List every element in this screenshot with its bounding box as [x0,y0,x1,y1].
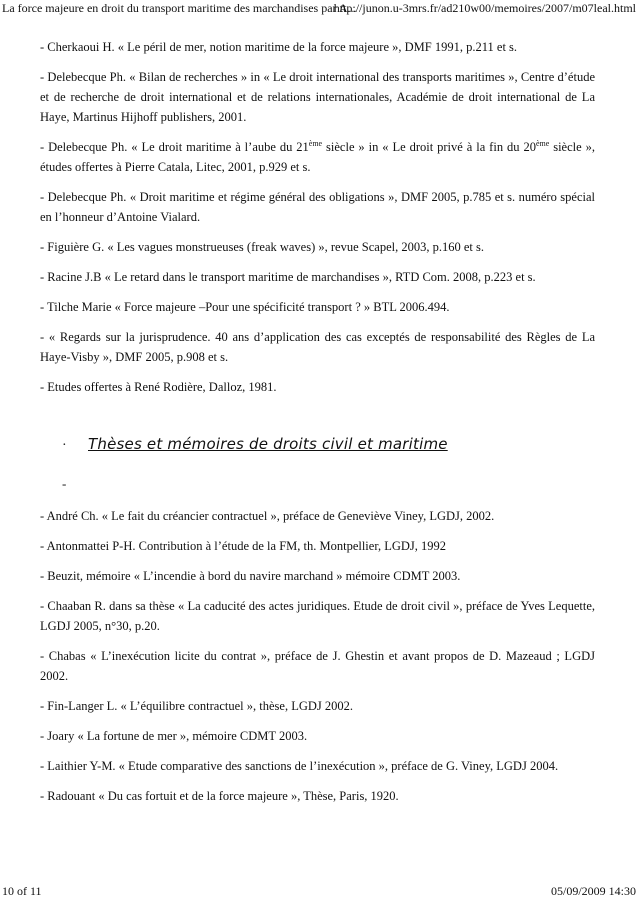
bib-entry-beuzit: - Beuzit, mémoire « L’incendie à bord du navire marchand » mémoire CDMT 2003. [40,569,461,583]
page-header [0,0,638,16]
bib-entry-andre: - André Ch. « Le fait du créancier contractuel », préface de Geneviève Viney, LGDJ, 2002. [40,509,495,523]
document-title: La force majeure en droit du transport maritime des marchandises par A... [2,1,357,15]
print-datetime: 05/09/2009 14:30 [550,884,636,898]
dash-marker: - [62,476,67,491]
bib-entry-delebecque-aube [40,137,595,177]
superscript: ème [308,138,323,148]
entry-text: siècle » in « Le droit privé à la fin du 20 [322,140,536,154]
bib-entry-joary: - Joary « La fortune de mer », mémoire CDMT 2003. [40,729,308,743]
page-number: 10 of 11 [2,884,42,898]
bullet-icon: · [62,438,67,453]
bib-entry-radouant: - Radouant « Du cas fortuit et de la force majeure », Thèse, Paris, 1920. [40,789,399,803]
bib-entry-delebecque-bilan: - Delebecque Ph. « Bilan de recherches » in « Le droit international des transports maritimes », Centre d’étude et de recherche de droit international et de relations internationales, Académie de droit international de La Haye, Martinus Hijhoff publishers, 2001. [40,70,595,124]
section-title: Thèses et mémoires de droits civil et maritime [88,435,448,453]
document-url: http://junon.u-3mrs.fr/ad210w00/memoires/2007/m07leal.html [333,1,636,15]
bibliography-content [40,37,595,816]
bib-entry-cherkaoui: - Cherkaoui H. « Le péril de mer, notion maritime de la force majeure », DMF 1991, p.211 et s. [40,40,518,54]
entry-text: siècle », études offertes à Pierre Catala, Litec, 2001, p.929 et s. [40,140,595,174]
superscript: ème [535,138,550,148]
bib-entry-delebecque-regime: - Delebecque Ph. « Droit maritime et régime général des obligations », DMF 2005, p.785 et s. numéro spécial en l’honneur d’Antoine Vialard. [40,190,595,224]
bib-entry-figuiere: - Figuière G. « Les vagues monstrueuses (freak waves) », revue Scapel, 2003, p.160 et s. [40,240,484,254]
bib-entry-regards: - « Regards sur la jurisprudence. 40 ans d’application des cas exceptés de responsabilité des Règles de La Haye-Visby », DMF 2005, p.908 et s. [40,330,595,364]
bib-entry-antonmattei: - Antonmattei P-H. Contribution à l’étude de la FM, th. Montpellier, LGDJ, 1992 [40,539,447,553]
bib-entry-laithier: - Laithier Y-M. « Etude comparative des sanctions de l’inexécution », préface de G. Viney, LGDJ 2004. [40,759,559,773]
entry-text: - Delebecque Ph. « Le droit maritime à l’aube du 21 [40,140,309,154]
page-footer [0,883,638,899]
bib-entry-etudes-rodiere: - Etudes offertes à René Rodière, Dalloz, 1981. [40,380,277,394]
bib-entry-chaaban: - Chaaban R. dans sa thèse « La caducité des actes juridiques. Etude de droit civil », préface de Yves Lequette, LGDJ 2005, n°30, p.20. [40,599,595,633]
bib-entry-racine: - Racine J.B « Le retard dans le transport maritime de marchandises », RTD Com. 2008, p.223 et s. [40,270,536,284]
bib-entry-fin-langer: - Fin-Langer L. « L’équilibre contractuel », thèse, LGDJ 2002. [40,699,353,713]
bib-entry-chabas: - Chabas « L’inexécution licite du contrat », préface de J. Ghestin et avant propos de D. Mazeaud ; LGDJ 2002. [40,649,595,683]
bib-entry-tilche: - Tilche Marie « Force majeure –Pour une spécificité transport ? » BTL 2006.494. [40,300,450,314]
section-heading [62,435,595,454]
